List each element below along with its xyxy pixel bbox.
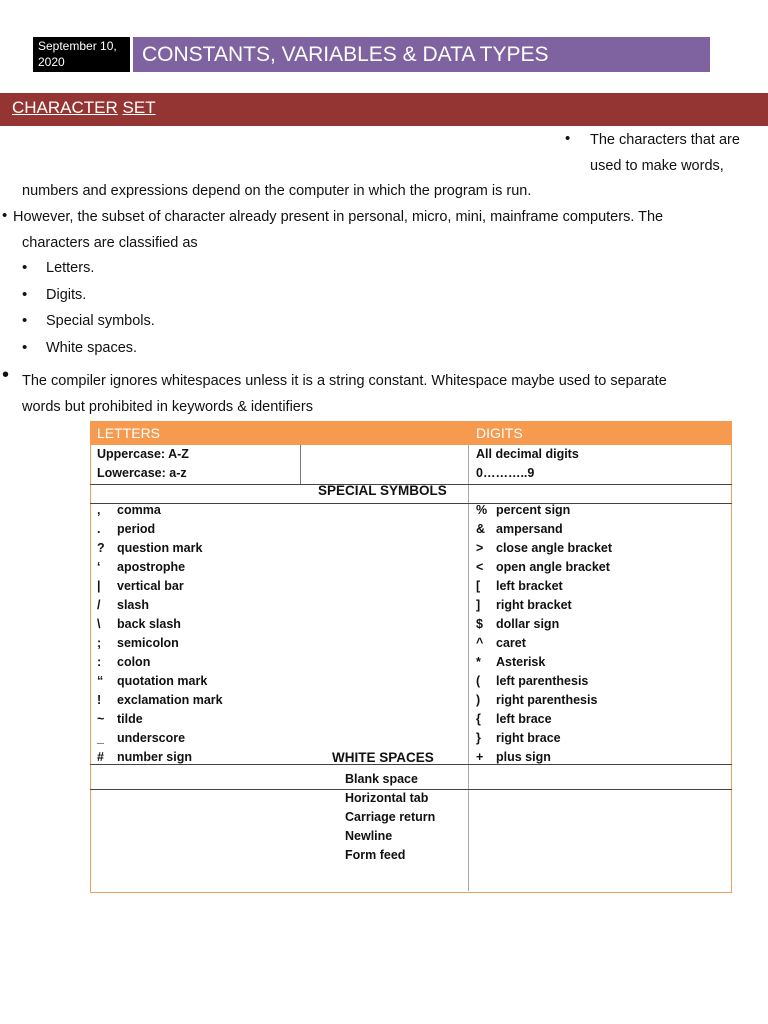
list-item: Horizontal tab bbox=[345, 791, 429, 805]
list-item: Newline bbox=[345, 829, 393, 843]
list-item: ; semicolon bbox=[97, 636, 179, 650]
list-item: } right brace bbox=[476, 731, 561, 745]
table-divider bbox=[300, 445, 301, 485]
date-box bbox=[33, 37, 130, 72]
white-spaces-title: WHITE SPACES bbox=[332, 750, 434, 765]
bullet-icon: • bbox=[22, 312, 28, 329]
para2-line2: characters are classified as bbox=[22, 235, 198, 251]
bullet-icon: • bbox=[22, 285, 28, 303]
list-item: , comma bbox=[97, 503, 161, 517]
white-spaces-list bbox=[345, 770, 435, 865]
letters-header: LETTERS bbox=[97, 425, 161, 441]
list-item: : colon bbox=[97, 655, 151, 669]
para3-line1: The compiler ignores whitespaces unless it is a string constant. Whitespace maybe used to separate bbox=[22, 373, 667, 389]
list-item: ! exclamation mark bbox=[97, 693, 223, 707]
table-header-row bbox=[90, 421, 732, 445]
special-symbols-title: SPECIAL SYMBOLS bbox=[318, 483, 447, 498]
list-item: Form feed bbox=[345, 848, 406, 862]
letters-lowercase: Lowercase: a-z bbox=[97, 466, 187, 480]
section-heading bbox=[0, 93, 768, 126]
special-symbols-left bbox=[97, 501, 223, 767]
list-item: Blank space bbox=[345, 772, 418, 786]
list-item: > close angle bracket bbox=[476, 541, 613, 555]
list-item: # number sign bbox=[97, 750, 193, 764]
list-item: ^ caret bbox=[476, 636, 526, 650]
list-item: ) right parenthesis bbox=[476, 693, 598, 707]
list-item: * Asterisk bbox=[476, 655, 546, 669]
list-item: ? question mark bbox=[97, 541, 203, 555]
bullet-icon: • bbox=[22, 338, 28, 356]
date-line-2: 2020 bbox=[38, 55, 65, 69]
list-item: “ quotation mark bbox=[97, 674, 208, 688]
letters-uppercase: Uppercase: A-Z bbox=[97, 447, 189, 461]
page-title: CONSTANTS, VARIABLES & DATA TYPES bbox=[133, 37, 710, 72]
list-item: ‘ apostrophe bbox=[97, 560, 186, 574]
list-item: ( left parenthesis bbox=[476, 674, 589, 688]
digits-range: 0………..9 bbox=[476, 466, 535, 480]
list-item: $ dollar sign bbox=[476, 617, 560, 631]
list-item: + plus sign bbox=[476, 750, 551, 764]
list-item: & ampersand bbox=[476, 522, 563, 536]
list-item: ~ tilde bbox=[97, 712, 143, 726]
para1-line2: used to make words, bbox=[590, 158, 724, 174]
list-item: | vertical bar bbox=[97, 579, 184, 593]
para1-line3: numbers and expressions depend on the computer in which the program is run. bbox=[22, 183, 532, 199]
list-item: Carriage return bbox=[345, 810, 436, 824]
para2-line1: However, the subset of character already present in personal, micro, mini, mainframe computers. The bbox=[13, 209, 664, 225]
para1-line1: The characters that are bbox=[590, 132, 740, 148]
list-item: [ left bracket bbox=[476, 579, 563, 593]
bullet-icon: • bbox=[22, 259, 28, 276]
table-divider bbox=[468, 445, 469, 891]
special-symbols-right bbox=[476, 501, 612, 767]
date-line-1: September 10, bbox=[38, 39, 117, 53]
list-item: { left brace bbox=[476, 712, 552, 726]
list-item: < open angle bracket bbox=[476, 560, 610, 574]
list-item: _ underscore bbox=[97, 731, 186, 745]
section-heading-word-1: CHARACTER bbox=[12, 98, 118, 117]
list-item: . period bbox=[97, 522, 156, 536]
digits-desc: All decimal digits bbox=[476, 447, 579, 461]
list-item: \ back slash bbox=[97, 617, 181, 631]
bullet-icon: • bbox=[2, 207, 8, 224]
section-heading-word-2: SET bbox=[122, 98, 156, 117]
list-item: / slash bbox=[97, 598, 149, 612]
bullet-icon: • bbox=[2, 364, 10, 386]
digits-header: DIGITS bbox=[476, 425, 523, 441]
para3-line2: words but prohibited in keywords & identifiers bbox=[22, 399, 313, 415]
bullet-icon: • bbox=[565, 130, 571, 147]
list-item: ] right bracket bbox=[476, 598, 572, 612]
list-item: % percent sign bbox=[476, 503, 571, 517]
